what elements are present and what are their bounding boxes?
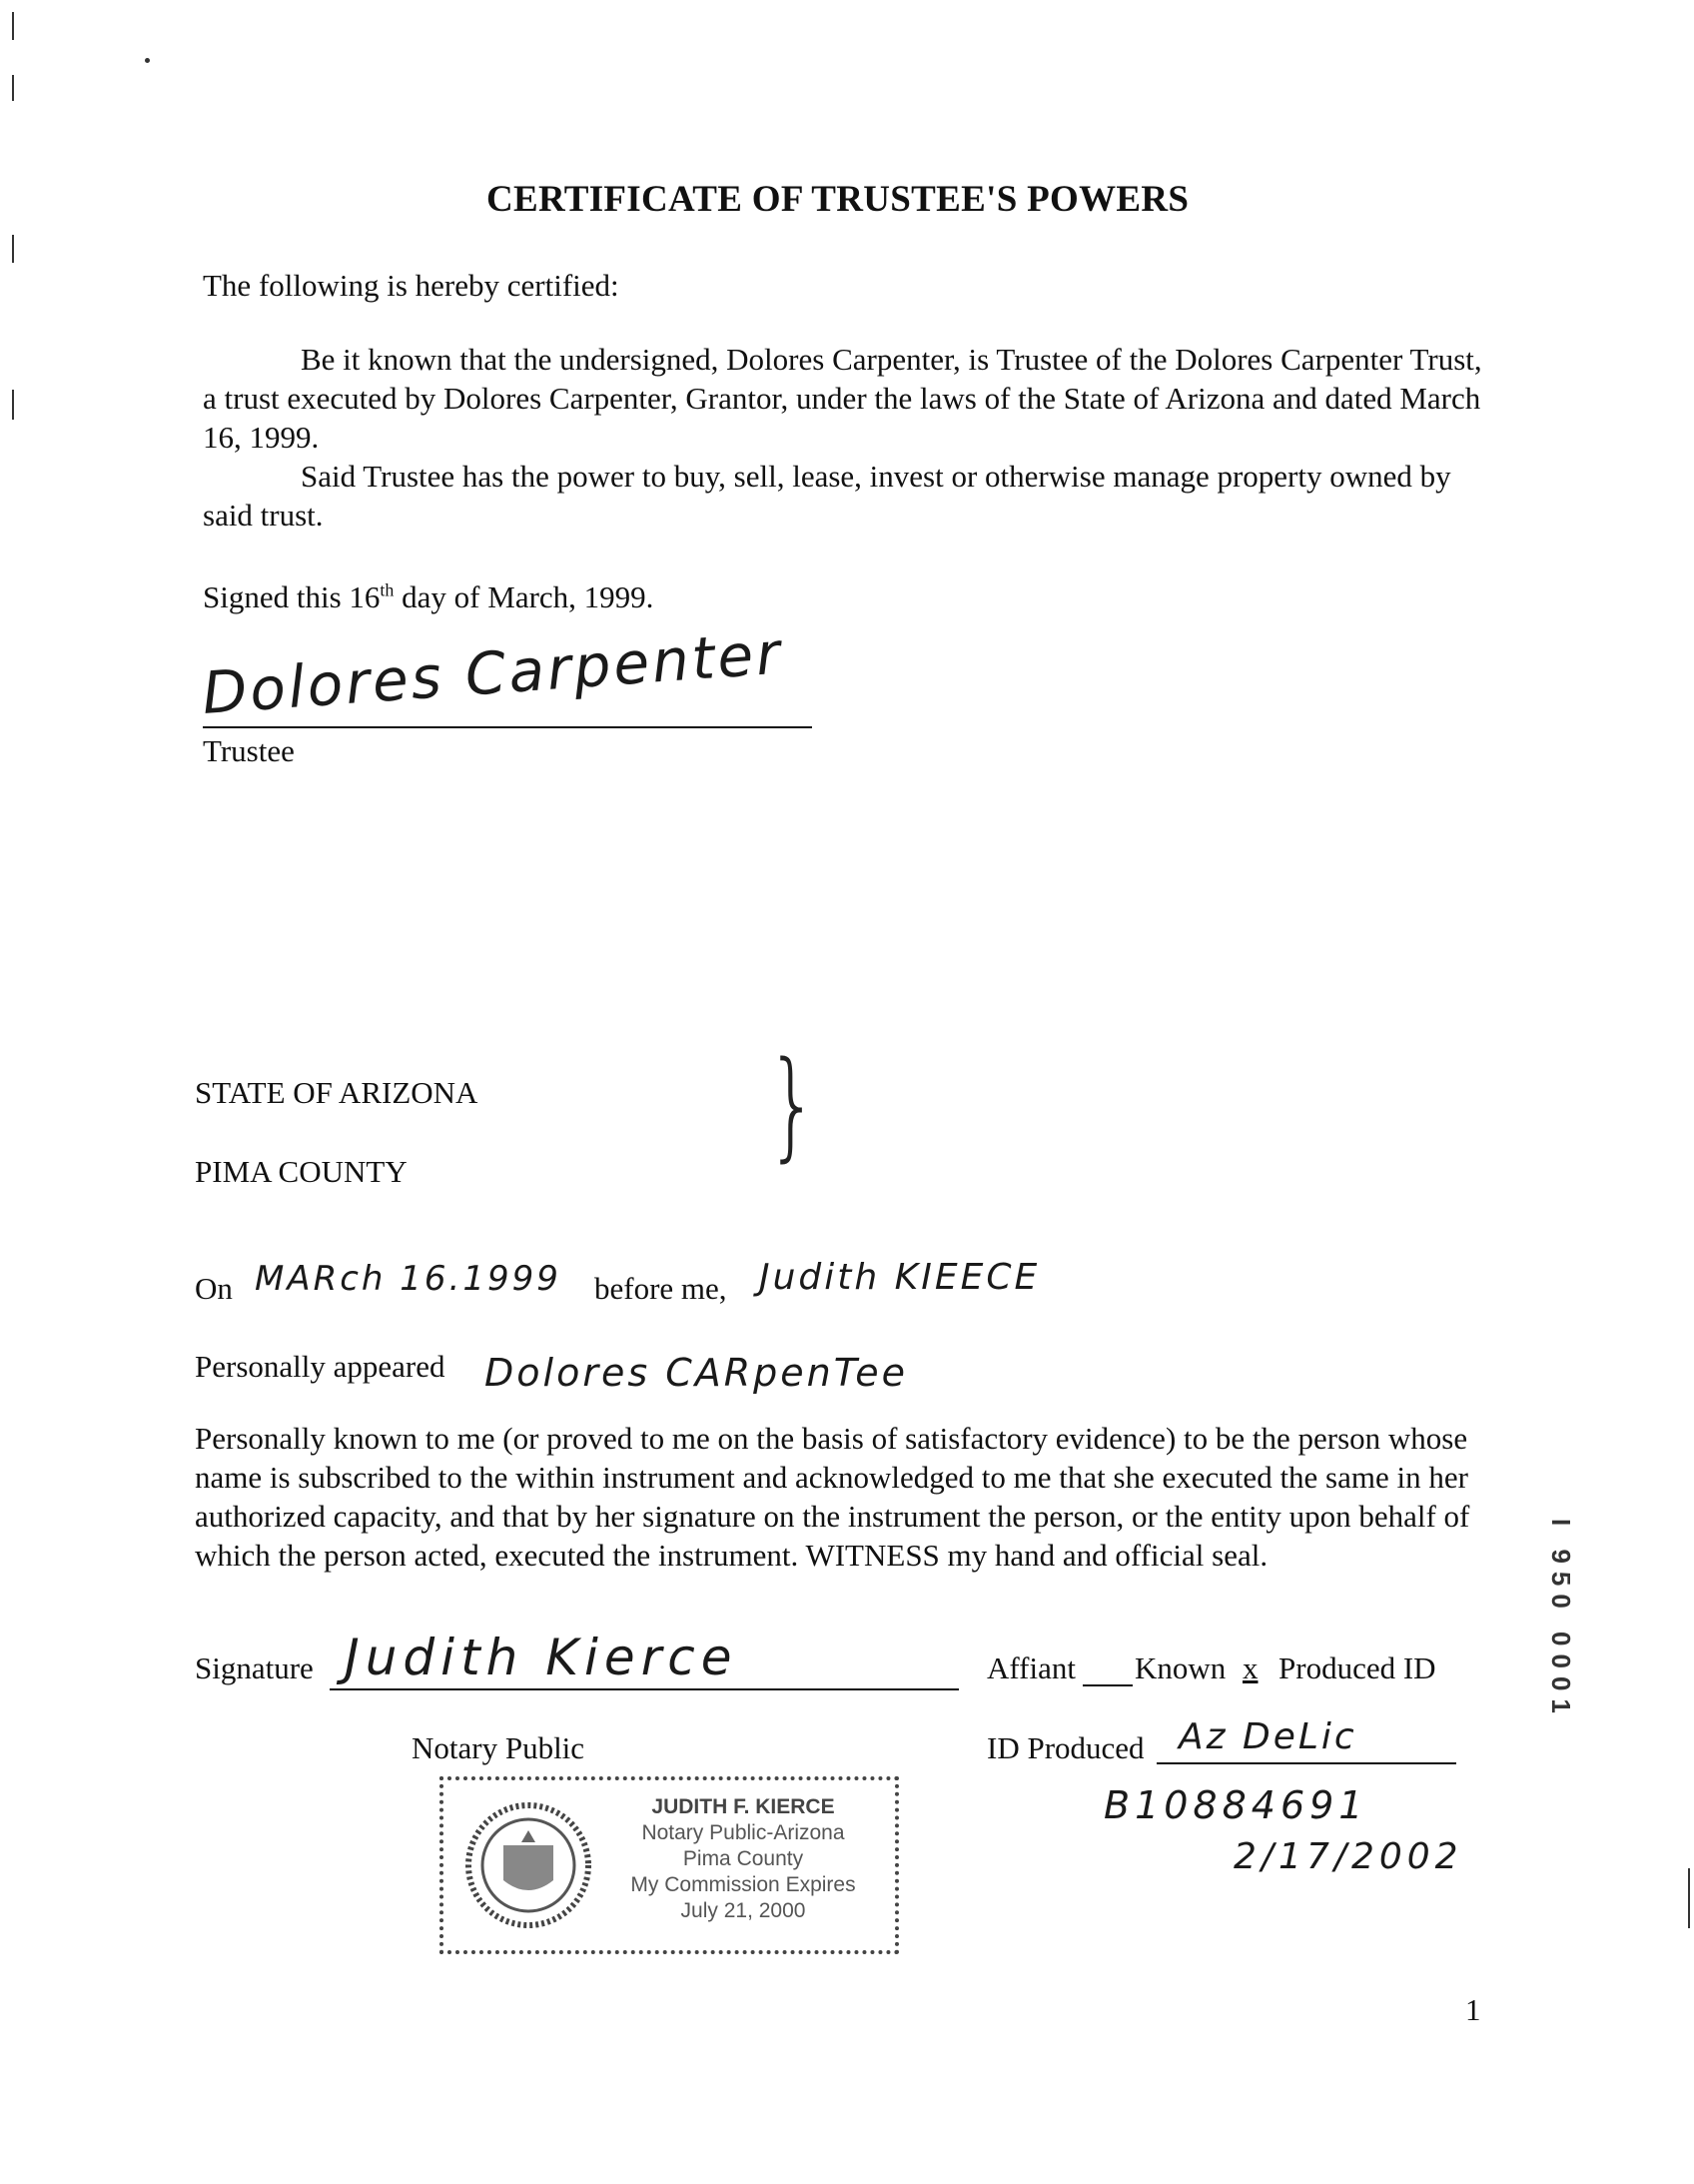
intro-text: The following is hereby certified: (203, 268, 619, 303)
id-produced-line (1157, 1762, 1456, 1764)
signed-prefix: Signed this 16 (203, 579, 381, 614)
scan-artifact (12, 75, 14, 101)
appeared-label: Personally appeared (195, 1349, 445, 1384)
notary-name-handwritten: Judith KIEECE (759, 1257, 1041, 1298)
notary-signature: Judith Kierce (345, 1629, 738, 1686)
trustee-signature-line (203, 726, 812, 728)
signature-label: Signature (195, 1650, 314, 1685)
notary-public-label: Notary Public (412, 1730, 585, 1765)
paragraph-powers: Said Trustee has the power to buy, sell, lease, invest or otherwise manage property owned by said trust. (203, 459, 1451, 533)
trustee-signature: Dolores Carpenter (200, 618, 785, 727)
paragraph-trustee: Be it known that the undersigned, Dolores Carpenter, is Trustee of the Dolores Carpenter Trust, a trust executed by Dolores Carpenter, Grantor, under the laws of the State of Arizona and dated March 16, 1999. (203, 342, 1482, 455)
appeared-name: Dolores CARpenTee (484, 1351, 908, 1395)
id-date: 2/17/2002 (1234, 1836, 1463, 1877)
stamp-name: JUDITH F. KIERCE (651, 1795, 835, 1818)
stamp-line-2: Pima County (682, 1847, 804, 1870)
notary-seal-icon (463, 1800, 593, 1930)
known-mark: x (1243, 1650, 1259, 1685)
county-label: PIMA COUNTY (195, 1154, 408, 1189)
notary-signature-line (330, 1688, 959, 1690)
signed-suffix: day of March, 1999. (394, 579, 654, 614)
scan-artifact (12, 12, 14, 40)
acknowledgment-text: Personally known to me (or proved to me on the basis of satisfactory evidence) to be the person whose name is subscribed to the within instrument and acknowledged to me that she executed the same in her authorized capacity, and that by her signature on the instrument the person, or the entity upon behalf of which the person acted, executed the instrument. WITNESS my hand and official seal. (195, 1421, 1470, 1573)
signed-ordinal: th (380, 579, 395, 600)
known-label: Known (1135, 1650, 1227, 1685)
affiant-blank-line (1083, 1684, 1133, 1686)
notary-stamp (439, 1776, 899, 1954)
id-produced-value: Az DeLic (1179, 1716, 1357, 1757)
scan-artifact (12, 390, 14, 420)
notarization-date: MARch 16.1999 (255, 1259, 561, 1299)
produced-id-label: Produced ID (1278, 1650, 1436, 1685)
scan-artifact (145, 58, 150, 63)
stamp-line-1: Notary Public-Arizona (641, 1821, 845, 1844)
state-label: STATE OF ARIZONA (195, 1075, 478, 1110)
stamp-line-3: My Commission Expires (630, 1873, 856, 1896)
stamp-line-4: July 21, 2000 (680, 1899, 806, 1922)
scan-artifact (1688, 1868, 1690, 1928)
signed-date (203, 577, 653, 616)
id-number: B10884691 (1104, 1783, 1368, 1827)
affiant-label: Affiant (987, 1650, 1076, 1685)
scan-artifact (12, 235, 14, 263)
trustee-label: Trustee (203, 733, 295, 768)
margin-code: I 950 0001 (1546, 1519, 1576, 1721)
id-produced-label: ID Produced (987, 1730, 1145, 1765)
page-number: 1 (1465, 1992, 1481, 2027)
document-title: CERTIFICATE OF TRUSTEE'S POWERS (486, 179, 1190, 220)
on-label: On (195, 1271, 233, 1306)
venue-brace: } (766, 1035, 819, 1173)
before-me-label: before me, (594, 1271, 727, 1306)
